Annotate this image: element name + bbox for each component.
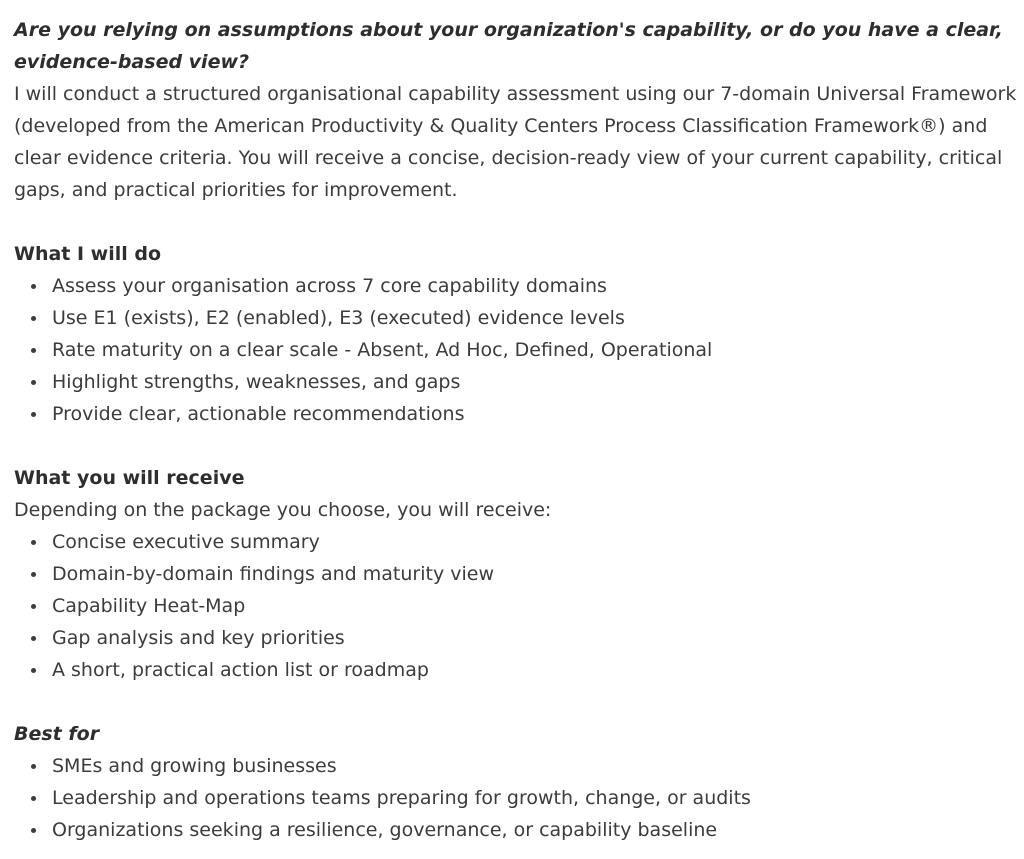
list-item-text: A short, practical action list or roadmap [52, 659, 429, 681]
list-item-text: Domain-by-domain findings and maturity view [52, 563, 495, 585]
list-item-text: Provide clear, actionable recommendations [52, 403, 465, 425]
intro-block [14, 14, 1020, 206]
list-item [14, 366, 1020, 398]
what-i-will-do-heading: What I will do [14, 243, 162, 265]
list-item [14, 750, 1020, 782]
service-description [14, 14, 1020, 846]
bullet-icon [31, 604, 36, 609]
list-item [14, 558, 1020, 590]
bullet-icon [31, 412, 36, 417]
list-item-text: Organizations seeking a resilience, governance, or capability baseline [52, 819, 718, 841]
list-item [14, 654, 1020, 686]
list-item [14, 526, 1020, 558]
bullet-icon [31, 348, 36, 353]
what-you-will-receive-section [14, 462, 1020, 686]
what-i-will-do-list [14, 270, 1020, 430]
what-you-will-receive-lead: Depending on the package you choose, you will receive: [14, 499, 552, 521]
list-item-text: Use E1 (exists), E2 (enabled), E3 (executed) evidence levels [52, 307, 625, 329]
list-item [14, 590, 1020, 622]
best-for-section [14, 718, 1020, 846]
what-you-will-receive-heading: What you will receive [14, 467, 245, 489]
list-item-text: Concise executive summary [52, 531, 320, 553]
bullet-icon [31, 828, 36, 833]
list-item [14, 334, 1020, 366]
list-item-text: Rate maturity on a clear scale - Absent, Ad Hoc, Defined, Operational [52, 339, 713, 361]
list-item-text: Gap analysis and key priorities [52, 627, 345, 649]
bullet-icon [31, 796, 36, 801]
bullet-icon [31, 636, 36, 641]
list-item-text: Highlight strengths, weaknesses, and gaps [52, 371, 461, 393]
bullet-icon [31, 316, 36, 321]
list-item [14, 814, 1020, 846]
list-item [14, 302, 1020, 334]
bullet-icon [31, 540, 36, 545]
bullet-icon [31, 668, 36, 673]
list-item [14, 782, 1020, 814]
best-for-list [14, 750, 1020, 846]
bullet-icon [31, 764, 36, 769]
list-item [14, 398, 1020, 430]
list-item [14, 270, 1020, 302]
intro-description: I will conduct a structured organisational capability assessment using our 7-domain Universal Framework (developed from the American Productivity & Quality Centers Process Classification Framework®) and clear evidence criteria. You will receive a concise, decision-ready view of your current capability, critical gaps, and practical priorities for improvement. [14, 83, 1017, 201]
best-for-heading: Best for [14, 723, 100, 745]
list-item-text: SMEs and growing businesses [52, 755, 337, 777]
what-you-will-receive-list [14, 526, 1020, 686]
list-item-text: Capability Heat-Map [52, 595, 246, 617]
list-item-text: Assess your organisation across 7 core capability domains [52, 275, 607, 297]
bullet-icon [31, 380, 36, 385]
intro-question: Are you relying on assumptions about your organization's capability, or do you have a clear, evidence-based view? [14, 19, 1003, 73]
list-item-text: Leadership and operations teams preparing for growth, change, or audits [52, 787, 751, 809]
list-item [14, 622, 1020, 654]
bullet-icon [31, 572, 36, 577]
what-i-will-do-section [14, 238, 1020, 430]
bullet-icon [31, 284, 36, 289]
